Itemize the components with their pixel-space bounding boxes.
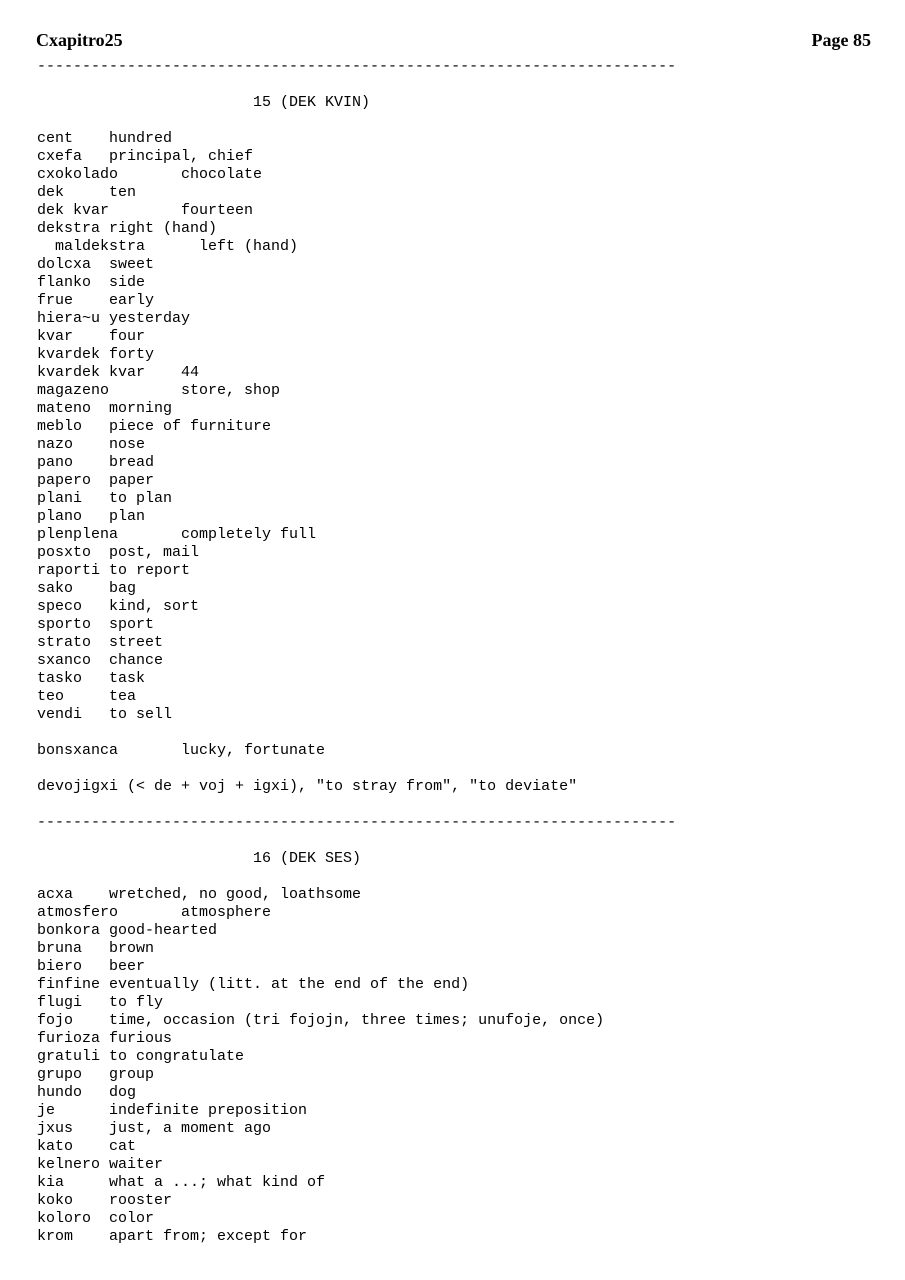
text-line: dolcxa sweet	[37, 256, 155, 273]
text-line: pano bread	[37, 454, 155, 471]
text-line: raporti to report	[37, 562, 191, 579]
text-line: cxefa principal, chief	[37, 148, 254, 165]
text-line: kia what a ...; what kind of	[37, 1174, 326, 1191]
text-line: kelnero waiter	[37, 1156, 164, 1173]
text-line: speco kind, sort	[37, 598, 200, 615]
text-line: furioza furious	[37, 1030, 173, 1047]
text-line: koloro color	[37, 1210, 155, 1227]
text-line: plano plan	[37, 508, 146, 525]
text-line	[37, 76, 676, 94]
text-line: 15 (DEK KVIN)	[37, 94, 371, 111]
text-line	[37, 760, 676, 778]
text-line	[37, 112, 676, 130]
text-line: teo tea	[37, 688, 137, 705]
text-line: jxus just, a moment ago	[37, 1120, 272, 1137]
text-line: plenplena completely full	[37, 526, 317, 543]
text-line: magazeno store, shop	[37, 382, 281, 399]
text-line: nazo nose	[37, 436, 146, 453]
text-line: frue early	[37, 292, 155, 309]
text-line: vendi to sell	[37, 706, 173, 723]
text-line: finfine eventually (litt. at the end of the end)	[37, 976, 470, 993]
text-line: kato cat	[37, 1138, 137, 1155]
text-line: posxto post, mail	[37, 544, 200, 561]
text-line: acxa wretched, no good, loathsome	[37, 886, 362, 903]
text-line: gratuli to congratulate	[37, 1048, 245, 1065]
text-line: papero paper	[37, 472, 155, 489]
text-line	[37, 832, 676, 850]
text-line: dek kvar fourteen	[37, 202, 254, 219]
text-line: fojo time, occasion (tri fojojn, three times; unufoje, once)	[37, 1012, 605, 1029]
page-number: Page 85	[811, 30, 871, 50]
text-line: sako bag	[37, 580, 137, 597]
text-line: flugi to fly	[37, 994, 164, 1011]
text-line: strato street	[37, 634, 164, 651]
text-line: hundo dog	[37, 1084, 137, 1101]
text-line: krom apart from; except for	[37, 1228, 308, 1245]
text-line: je indefinite preposition	[37, 1102, 308, 1119]
document-body	[37, 58, 676, 1246]
text-line: flanko side	[37, 274, 146, 291]
text-line: mateno morning	[37, 400, 173, 417]
text-line	[37, 868, 676, 886]
text-line: kvardek kvar 44	[37, 364, 200, 381]
text-line	[37, 724, 676, 742]
text-line: sporto sport	[37, 616, 155, 633]
text-line: atmosfero atmosphere	[37, 904, 272, 921]
chapter-title: Cxapitro25	[36, 30, 123, 50]
text-line: kvardek forty	[37, 346, 155, 363]
text-line: bruna brown	[37, 940, 155, 957]
text-line: cent hundred	[37, 130, 173, 147]
text-line: meblo piece of furniture	[37, 418, 272, 435]
text-line: dek ten	[37, 184, 137, 201]
text-line: bonsxanca lucky, fortunate	[37, 742, 326, 759]
text-line: -----------------------------------------------------------------------	[37, 814, 677, 831]
text-line: kvar four	[37, 328, 146, 345]
text-line: cxokolado chocolate	[37, 166, 263, 183]
text-line: plani to plan	[37, 490, 173, 507]
text-line: grupo group	[37, 1066, 155, 1083]
text-line: biero beer	[37, 958, 146, 975]
text-line: sxanco chance	[37, 652, 164, 669]
text-line: tasko task	[37, 670, 146, 687]
text-line: koko rooster	[37, 1192, 173, 1209]
text-line: maldekstra left (hand)	[37, 238, 299, 255]
text-line: devojigxi (< de + voj + igxi), "to stray from", "to deviate"	[37, 778, 578, 795]
text-line	[37, 796, 676, 814]
text-line: -----------------------------------------------------------------------	[37, 58, 677, 75]
text-line: bonkora good-hearted	[37, 922, 218, 939]
text-line: dekstra right (hand)	[37, 220, 218, 237]
text-line: hiera~u yesterday	[37, 310, 191, 327]
text-line: 16 (DEK SES)	[37, 850, 362, 867]
